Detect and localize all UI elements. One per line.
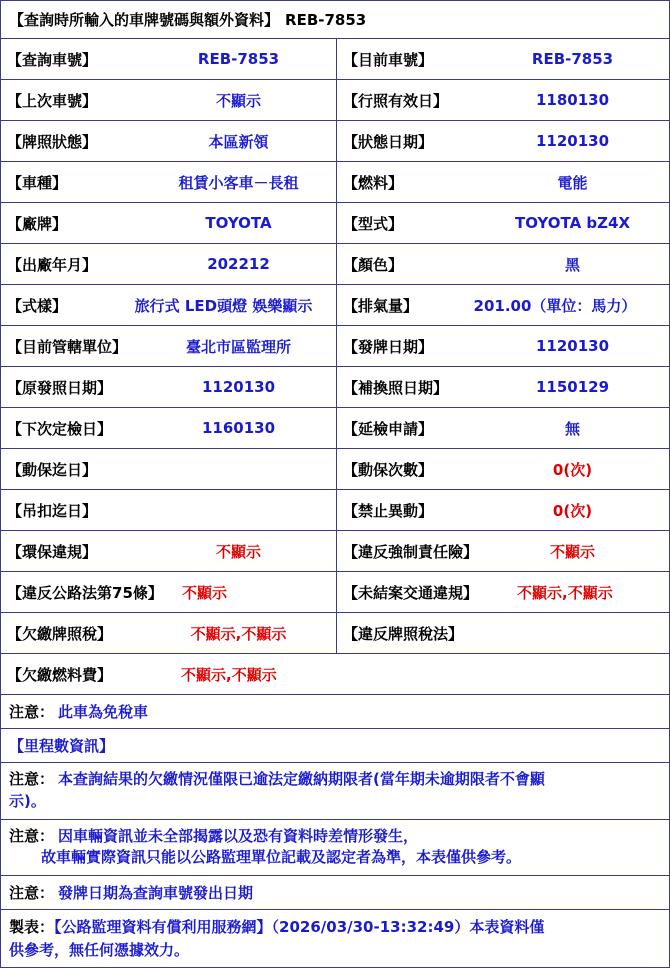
field-value-text: 不顯示,不顯示 (190, 624, 287, 643)
field-value-text: 不顯示 (215, 542, 261, 561)
field-label-text: 【違反強制責任險】 (343, 542, 479, 561)
field-value (476, 490, 669, 530)
field-value (141, 613, 336, 653)
mileage-section (1, 729, 669, 763)
field-value (476, 162, 669, 202)
field-label (1, 367, 141, 407)
table-row (1, 121, 669, 162)
field-label-text: 【吊扣迄日】 (7, 501, 98, 520)
field-label (336, 408, 476, 448)
field-value (476, 449, 669, 489)
note-label: 注意： (9, 826, 55, 845)
field-value-text: 1120130 (201, 378, 276, 396)
field-label (336, 162, 476, 202)
header-value: REB-7853 (285, 10, 367, 29)
field-value (141, 203, 336, 243)
field-value-text: 黑 (564, 255, 580, 274)
table-row (1, 39, 669, 80)
field-label-text: 【動保次數】 (343, 460, 434, 479)
field-label-text: 【出廠年月】 (7, 255, 98, 274)
footer-tail-line1: 本表資料僅 (469, 918, 545, 936)
field-value (476, 244, 669, 284)
field-label-text: 【目前車號】 (343, 50, 434, 69)
footer-timestamp: （2026/03/30-13:32:49） (271, 918, 470, 936)
field-value-text: 0(次) (552, 501, 593, 520)
field-label (1, 449, 141, 489)
field-value (511, 572, 669, 612)
field-value (441, 285, 669, 325)
field-value (476, 326, 669, 366)
table-row (1, 244, 669, 285)
field-label (336, 449, 476, 489)
table-row-law75 (1, 572, 669, 613)
note-label: 注意： (9, 703, 55, 721)
field-label (336, 203, 476, 243)
field-value-text: REB-7853 (531, 50, 614, 68)
field-label-text: 【禁止異動】 (343, 501, 434, 520)
note-label: 注意： (9, 884, 55, 902)
footer-tail-line2: 供參考，無任何憑據效力。 (9, 940, 190, 959)
table-row (1, 367, 669, 408)
table-row (1, 162, 669, 203)
field-label (336, 572, 511, 612)
field-value (111, 285, 336, 325)
field-value-text: 202212 (207, 255, 270, 273)
field-label (1, 285, 111, 325)
field-value (141, 162, 336, 202)
field-label-text: 【環保違規】 (7, 542, 98, 561)
field-value (476, 367, 669, 407)
field-label-text: 【廠牌】 (7, 214, 68, 233)
field-label-text: 【顏色】 (343, 255, 404, 274)
table-row (1, 285, 669, 326)
table-row (1, 449, 669, 490)
footer-row (1, 910, 669, 968)
field-label-text: 【排氣量】 (343, 296, 419, 315)
note-text: 發牌日期為查詢車號發出日期 (58, 884, 254, 902)
field-label-text: 【目前管轄單位】 (7, 337, 128, 356)
field-label-text: 【動保迄日】 (7, 460, 98, 479)
header-row (1, 1, 669, 39)
field-value (141, 654, 669, 694)
field-label-text: 【違反公路法第75條】 (7, 583, 163, 602)
field-label (336, 326, 476, 366)
field-value (476, 408, 669, 448)
field-value (141, 244, 336, 284)
field-value (141, 121, 336, 161)
table-row (1, 531, 669, 572)
field-value (141, 39, 336, 79)
field-value-text: 不顯示,不顯示 (517, 583, 613, 602)
field-label-text: 【發牌日期】 (343, 337, 434, 356)
field-label (336, 613, 669, 653)
field-label (1, 121, 141, 161)
field-value (141, 531, 336, 571)
field-value-text: REB-7853 (197, 50, 280, 68)
table-row (1, 203, 669, 244)
field-label-text: 【行照有效日】 (343, 91, 449, 110)
note-text-line2: 示)。 (9, 791, 46, 810)
field-value-text: 電能 (557, 173, 588, 192)
field-label (336, 531, 479, 571)
field-label (1, 326, 141, 366)
field-label (1, 531, 141, 571)
field-label (1, 162, 141, 202)
field-label (336, 39, 476, 79)
field-label-text: 【違反牌照稅法】 (343, 624, 464, 643)
field-label-text: 【欠繳燃料費】 (7, 665, 113, 684)
field-value (476, 121, 669, 161)
field-value-text: 臺北市區監理所 (185, 337, 291, 356)
field-label (1, 490, 141, 530)
field-value (141, 408, 336, 448)
field-value-text: 不顯示,不顯示 (181, 665, 277, 684)
field-value-text: 本區新領 (208, 132, 269, 151)
field-label-text: 【型式】 (343, 214, 404, 233)
field-value-text: 租賃小客車－長租 (178, 173, 299, 192)
field-value (476, 80, 669, 120)
field-value (476, 531, 669, 571)
field-value-text: 201.00（單位：馬力） (473, 296, 637, 315)
field-value-text: 旅行式 LED頭燈 娛樂顯示 (134, 296, 313, 315)
field-label (1, 613, 141, 653)
field-value (141, 80, 336, 120)
note-tax-free (1, 695, 669, 729)
table-row-license-tax (1, 613, 669, 654)
field-value (176, 572, 336, 612)
field-label (1, 244, 141, 284)
field-label (336, 121, 476, 161)
note-label: 注意： (9, 770, 55, 788)
field-label-text: 【牌照狀態】 (7, 132, 98, 151)
table-row (1, 80, 669, 121)
field-label (336, 490, 476, 530)
field-label-text: 【燃料】 (343, 173, 404, 192)
note-text-line1: 本查詢結果的欠繳情況僅限已逾法定繳納期限者(當年期未逾期限者不會顯 (58, 770, 545, 788)
field-label (1, 80, 141, 120)
table-row-fuel-fee (1, 654, 669, 695)
table-row (1, 408, 669, 449)
note-overdue (1, 763, 669, 820)
field-value-text: 1150129 (535, 378, 610, 396)
field-value-text: 不顯示 (549, 542, 595, 561)
field-label (336, 285, 441, 325)
table-row (1, 326, 669, 367)
field-label-text: 【式樣】 (7, 296, 68, 315)
footer-site: 【公路監理資料有償利用服務網】 (54, 918, 272, 936)
table-row (1, 490, 669, 531)
field-label (1, 203, 141, 243)
field-label-text: 【查詢車號】 (7, 50, 98, 69)
field-label-text: 【欠繳牌照稅】 (7, 624, 113, 643)
field-value-text: 1120130 (535, 337, 610, 355)
field-value (476, 203, 669, 243)
field-value-text: 不顯示 (215, 91, 261, 110)
field-value-text: TOYOTA bZ4X (514, 214, 631, 232)
field-label (1, 572, 176, 612)
field-label (336, 244, 476, 284)
note-disclosure (1, 820, 669, 877)
field-label-text: 【狀態日期】 (343, 132, 434, 151)
field-label-text: 【未結案交通違規】 (343, 583, 479, 602)
field-label-text: 【下次定檢日】 (7, 419, 113, 438)
field-label (1, 39, 141, 79)
field-label-text: 【上次車號】 (7, 91, 98, 110)
field-label (336, 80, 476, 120)
field-value (141, 367, 336, 407)
field-value-text: 0(次) (552, 460, 593, 479)
footer-label: 製表： (9, 918, 55, 936)
field-value-text: 1160130 (201, 419, 276, 437)
note-issue-date (1, 876, 669, 910)
field-label-text: 【原發照日期】 (7, 378, 113, 397)
field-value-text: TOYOTA (205, 214, 272, 232)
field-label-text: 【補換照日期】 (343, 378, 449, 397)
field-value (141, 490, 336, 530)
field-value (141, 449, 336, 489)
field-value-text: 1120130 (535, 132, 610, 150)
field-label-text: 【車種】 (7, 173, 68, 192)
field-value (141, 326, 336, 366)
field-value-text: 1180130 (535, 91, 610, 109)
note-text: 此車為免稅車 (58, 703, 149, 721)
mileage-label: 【里程數資訊】 (9, 737, 115, 755)
field-value-text: 不顯示 (182, 583, 228, 602)
note-text-line1: 因車輛資訊並未全部揭露以及恐有資料時差情形發生， (58, 826, 419, 845)
field-label (1, 408, 141, 448)
note-text-line2: 故車輛實際資訊只能以公路監理單位記載及認定者為準，本表僅供參考。 (41, 848, 522, 867)
field-value-text: 無 (564, 419, 580, 438)
field-label (1, 654, 141, 694)
field-label (336, 367, 476, 407)
field-value (476, 39, 669, 79)
header-label: 【查詢時所輸入的車牌號碼與額外資料】 (9, 11, 280, 29)
field-label-text: 【延檢申請】 (343, 419, 434, 438)
